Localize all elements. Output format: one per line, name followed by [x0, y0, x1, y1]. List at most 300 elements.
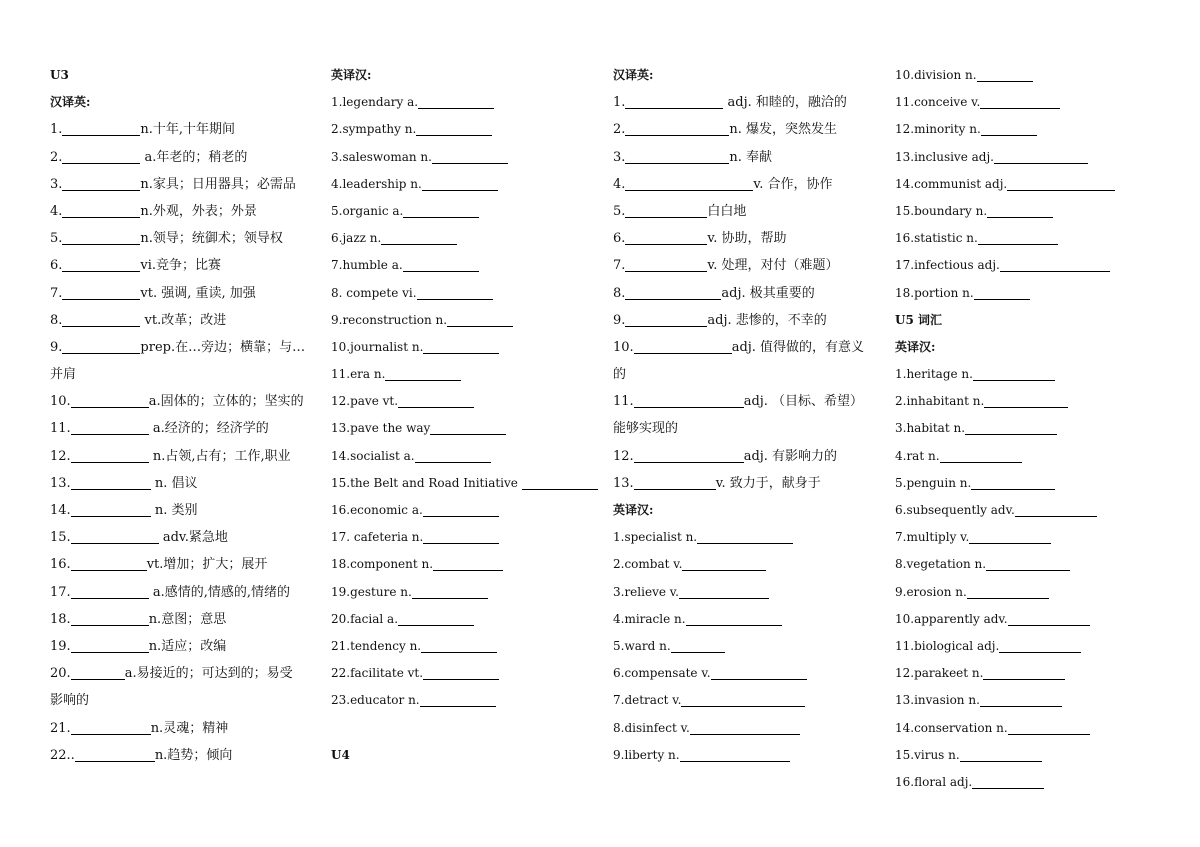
item-prompt: 的 [613, 367, 627, 383]
answer-blank[interactable] [71, 584, 149, 599]
vocab-item [895, 606, 1115, 633]
vocab-item [613, 334, 864, 361]
item-meaning: n. 类别 [150, 503, 198, 518]
item-prompt: 16.economic a. [331, 503, 423, 517]
item-prompt: 1.legendary a. [331, 95, 419, 110]
item-prompt: 9.erosion n. [895, 584, 967, 599]
item-meaning: n.占领,占有；工作,职业 [148, 448, 291, 464]
vocab-item [331, 443, 598, 470]
answer-blank[interactable] [634, 448, 744, 463]
answer-blank[interactable] [62, 230, 140, 245]
answer-blank[interactable] [416, 121, 492, 136]
unit-5-title: U5 词汇 [895, 312, 942, 327]
answer-blank[interactable] [681, 692, 805, 707]
item-meaning: a.固体的；立体的；坚实的 [148, 394, 304, 410]
answer-blank[interactable] [980, 692, 1062, 707]
item-prompt: 17.infectious adj. [895, 258, 1000, 273]
answer-blank[interactable] [625, 203, 707, 218]
answer-blank[interactable] [634, 339, 732, 354]
item-prompt: 5.ward n. [613, 638, 671, 653]
spacer [331, 715, 598, 742]
answer-blank[interactable] [415, 448, 491, 463]
vocab-item [331, 470, 598, 497]
vocab-item [895, 443, 1115, 470]
item-prompt: 能够实现的 [613, 421, 679, 437]
item-prompt: 12.minority n. [895, 122, 981, 137]
item-prompt: 11. [50, 421, 71, 437]
vocab-item [331, 89, 598, 116]
vocab-item [895, 497, 1115, 524]
answer-blank[interactable] [420, 692, 496, 707]
item-prompt: 15.boundary n. [895, 203, 988, 218]
vocab-item [895, 742, 1115, 769]
item-meaning: vt.改革；改进 [140, 312, 227, 328]
answer-blank[interactable] [71, 720, 151, 735]
vocab-item [895, 551, 1115, 578]
item-meaning: n.外观，外表；外景 [140, 203, 257, 219]
answer-blank[interactable] [986, 556, 1070, 571]
answer-blank[interactable] [385, 366, 461, 381]
item-prompt: 1. [613, 95, 626, 111]
vocab-item [613, 89, 864, 116]
answer-blank[interactable] [447, 312, 513, 327]
item-prompt: 7. [50, 285, 63, 301]
vocab-item [50, 470, 305, 497]
item-prompt: 9. [50, 339, 63, 355]
answer-blank[interactable] [994, 149, 1088, 164]
answer-blank[interactable] [62, 149, 140, 164]
vocab-item [331, 606, 598, 633]
answer-blank[interactable] [423, 665, 499, 680]
item-prompt: 14.communist adj. [895, 176, 1008, 191]
answer-blank[interactable] [971, 475, 1055, 490]
item-prompt: 6.jazz n. [331, 231, 382, 246]
answer-blank[interactable] [671, 638, 725, 653]
item-prompt: 16.statistic n. [895, 231, 978, 246]
answer-blank[interactable] [71, 393, 149, 408]
vocab-item [895, 388, 1115, 415]
vocab-item [331, 415, 598, 442]
item-prompt: 11.conceive v. [895, 95, 981, 110]
answer-blank[interactable] [62, 203, 140, 218]
item-prompt: 8. compete vi. [331, 285, 417, 300]
answer-blank[interactable] [697, 529, 793, 544]
item-prompt: 22.facilitate vt. [331, 666, 424, 681]
section-title-english-to-chinese: 英译汉: [613, 503, 654, 517]
answer-blank[interactable] [980, 94, 1060, 109]
item-prompt: 7.humble a. [331, 258, 403, 273]
vocab-item [613, 198, 864, 225]
answer-blank[interactable] [965, 420, 1057, 435]
item-prompt: 17. cafeteria n. [331, 530, 424, 545]
vocab-item [50, 687, 305, 714]
item-prompt: 20. [50, 666, 71, 682]
vocab-item [331, 252, 598, 279]
vocab-item [50, 497, 305, 524]
item-meaning: vi.竞争；比赛 [140, 258, 222, 274]
vocab-item [613, 388, 864, 415]
item-list [50, 116, 305, 769]
item-prompt: 14.socialist a. [331, 448, 415, 463]
answer-blank[interactable] [686, 611, 782, 626]
item-meaning: n.家具；日用器具；必需品 [140, 176, 296, 192]
item-prompt: 并肩 [50, 367, 77, 383]
vocab-item [331, 198, 598, 225]
item-meaning: n. 爆发，突然发生 [729, 122, 838, 138]
section-title-english-to-chinese: 英译汉: [895, 339, 936, 354]
item-prompt: 12.parakeet n. [895, 666, 984, 681]
vocab-item [50, 742, 305, 769]
item-prompt: 17. [50, 584, 71, 600]
unit-3-title: U3 [50, 68, 69, 82]
answer-blank[interactable] [71, 475, 151, 490]
answer-blank[interactable] [625, 312, 707, 327]
item-prompt: 1.heritage n. [895, 367, 973, 382]
item-prompt: 18. [50, 611, 71, 627]
item-prompt: 14. [50, 503, 71, 518]
item-meaning: n.领导；统御术；领导权 [140, 231, 283, 247]
item-prompt: 10. [50, 394, 71, 410]
answer-blank[interactable] [969, 529, 1051, 544]
item-prompt: 8.vegetation n. [895, 557, 987, 572]
vocab-item [50, 388, 305, 415]
item-meaning: n. 奉献 [729, 149, 773, 165]
item-prompt: 18.component n. [331, 557, 434, 572]
item-prompt: 4.miracle n. [613, 611, 686, 626]
item-prompt: 5. [613, 203, 626, 219]
vocab-item [895, 89, 1115, 116]
item-prompt: 8.disinfect v. [613, 720, 690, 735]
item-prompt: 2. [613, 122, 626, 138]
vocab-item [613, 116, 864, 143]
section-title-chinese-to-english: 汉译英: [50, 95, 91, 110]
answer-blank[interactable] [398, 393, 474, 408]
answer-blank[interactable] [412, 584, 488, 599]
answer-blank[interactable] [417, 285, 493, 300]
item-meaning: adj. 极其重要的 [721, 285, 815, 301]
vocab-item [331, 687, 598, 714]
item-meaning: adv.紧急地 [158, 530, 228, 546]
item-meaning: prep.在…旁边；横靠；与… [140, 339, 306, 355]
item-list [331, 89, 598, 714]
answer-blank[interactable] [972, 774, 1044, 789]
item-prompt: 20.facial a. [331, 611, 399, 626]
item-prompt: 15.the Belt and Road Initiative [331, 475, 522, 490]
item-prompt: 12. [613, 448, 634, 464]
answer-blank[interactable] [625, 285, 721, 300]
vocab-item [50, 551, 305, 578]
vocab-item [50, 660, 305, 687]
vocab-item [895, 715, 1115, 742]
vocab-item [331, 171, 598, 198]
answer-blank[interactable] [682, 556, 766, 571]
answer-blank[interactable] [690, 720, 800, 735]
vocab-item [331, 334, 598, 361]
vocab-item [331, 660, 598, 687]
answer-blank[interactable] [418, 94, 494, 109]
vocab-item [331, 280, 598, 307]
vocab-item [331, 497, 598, 524]
answer-blank[interactable] [625, 257, 707, 272]
vocab-item [895, 470, 1115, 497]
answer-blank[interactable] [421, 638, 497, 653]
vocab-item [895, 660, 1115, 687]
vocab-item [895, 116, 1115, 143]
vocab-item [50, 334, 305, 361]
item-prompt: 4. [613, 176, 626, 192]
vocab-item [895, 633, 1115, 660]
item-prompt: 2.inhabitant n. [895, 394, 985, 409]
vocab-item [331, 388, 598, 415]
item-prompt: 13.pave the way [331, 421, 431, 436]
answer-blank[interactable] [71, 611, 149, 626]
vocab-item [50, 443, 305, 470]
vocab-item [613, 606, 864, 633]
vocab-item [613, 687, 864, 714]
item-prompt: 12.pave vt. [331, 394, 399, 409]
vocab-item [613, 361, 864, 388]
item-meaning: v. 合作，协作 [753, 176, 833, 192]
answer-blank[interactable] [977, 67, 1033, 82]
item-prompt: 19. [50, 638, 71, 654]
vocab-item [50, 606, 305, 633]
vocab-item [895, 280, 1115, 307]
vocab-item [613, 742, 864, 769]
unit-4-title: U4 [331, 747, 350, 762]
item-prompt: 2.sympathy n. [331, 122, 417, 137]
column-4 [895, 62, 1115, 796]
answer-blank[interactable] [978, 230, 1058, 245]
vocab-item [613, 252, 864, 279]
item-prompt: 2.combat v. [613, 557, 683, 572]
vocab-item [613, 579, 864, 606]
vocab-item [895, 62, 1115, 89]
vocab-item [331, 307, 598, 334]
answer-blank[interactable] [987, 203, 1053, 218]
item-prompt: 23.educator n. [331, 693, 420, 708]
section-title-english-to-chinese: 英译汉: [331, 68, 372, 82]
vocab-item [895, 769, 1115, 796]
vocab-item [50, 415, 305, 442]
item-meaning: a.感情的,情感的,情绪的 [148, 584, 290, 600]
item-meaning: n.灵魂；精神 [150, 720, 229, 736]
item-prompt: 4.leadership n. [331, 176, 422, 191]
answer-blank[interactable] [680, 747, 790, 762]
item-list [613, 524, 864, 769]
vocab-item [895, 361, 1115, 388]
answer-blank[interactable] [62, 312, 140, 327]
answer-blank[interactable] [423, 339, 499, 354]
item-prompt: 10.division n. [895, 68, 977, 82]
answer-blank[interactable] [71, 665, 125, 680]
answer-blank[interactable] [625, 230, 707, 245]
vocab-item [613, 715, 864, 742]
answer-blank[interactable] [984, 393, 1068, 408]
item-prompt: 5.penguin n. [895, 475, 972, 490]
answer-blank[interactable] [62, 121, 140, 136]
vocab-item [613, 660, 864, 687]
vocab-item [50, 144, 305, 171]
answer-blank[interactable] [423, 529, 499, 544]
answer-blank[interactable] [1000, 257, 1110, 272]
item-meaning: v. 处理，对付（难题） [707, 258, 839, 274]
item-prompt: 18.portion n. [895, 285, 974, 300]
item-prompt: 3. [50, 176, 63, 192]
column-2 [331, 62, 598, 769]
item-prompt: 7.detract v. [613, 693, 682, 708]
answer-blank[interactable] [71, 529, 159, 544]
item-prompt: 10.journalist n. [331, 339, 424, 354]
vocab-item [50, 198, 305, 225]
item-prompt: 6.compensate v. [613, 666, 711, 681]
answer-blank[interactable] [430, 420, 506, 435]
item-prompt: 9.reconstruction n. [331, 312, 448, 327]
item-prompt: 9. [613, 312, 626, 328]
answer-blank[interactable] [71, 420, 149, 435]
answer-blank[interactable] [71, 502, 151, 517]
answer-blank[interactable] [1008, 611, 1090, 626]
item-meaning: n.适应；改编 [148, 638, 227, 654]
answer-blank[interactable] [940, 448, 1022, 463]
item-prompt: 2. [50, 149, 63, 165]
item-prompt: 21. [50, 720, 71, 736]
vocab-item [613, 171, 864, 198]
answer-blank[interactable] [522, 475, 598, 490]
answer-blank[interactable] [1007, 176, 1115, 191]
item-meaning: adj. 有影响力的 [743, 448, 838, 464]
answer-blank[interactable] [625, 121, 729, 136]
item-prompt: 8. [613, 285, 626, 301]
item-list [895, 361, 1115, 796]
item-prompt: 10. [613, 339, 634, 355]
answer-blank[interactable] [679, 584, 769, 599]
item-prompt: 3.saleswoman n. [331, 149, 432, 164]
item-meaning: n.意图；意思 [148, 611, 227, 627]
answer-blank[interactable] [1015, 502, 1097, 517]
vocab-item [50, 171, 305, 198]
answer-blank[interactable] [62, 257, 140, 272]
vocab-item [895, 225, 1115, 252]
answer-blank[interactable] [634, 393, 744, 408]
answer-blank[interactable] [403, 257, 479, 272]
answer-blank[interactable] [625, 176, 753, 191]
column-1 [50, 62, 305, 769]
vocab-item [50, 579, 305, 606]
section-title-chinese-to-english: 汉译英: [613, 68, 654, 82]
answer-blank[interactable] [433, 556, 503, 571]
item-prompt: 影响的 [50, 693, 90, 709]
answer-blank[interactable] [71, 556, 147, 571]
item-prompt: 6. [50, 258, 63, 274]
vocab-item [613, 307, 864, 334]
item-prompt: 13.inclusive adj. [895, 149, 994, 164]
answer-blank[interactable] [974, 285, 1030, 300]
item-meaning: n. 倡议 [150, 475, 198, 491]
answer-blank[interactable] [960, 747, 1042, 762]
vocab-item [331, 579, 598, 606]
answer-blank[interactable] [634, 475, 716, 490]
vocab-item [895, 524, 1115, 551]
vocab-item [613, 144, 864, 171]
answer-blank[interactable] [62, 339, 140, 354]
answer-blank[interactable] [75, 747, 155, 762]
answer-blank[interactable] [71, 638, 149, 653]
vocab-item [50, 524, 305, 551]
answer-blank[interactable] [983, 665, 1065, 680]
item-prompt: 16.floral adj. [895, 774, 973, 789]
vocab-item [613, 225, 864, 252]
item-prompt: 6. [613, 231, 626, 247]
item-prompt: 8. [50, 312, 63, 328]
vocab-item [895, 687, 1115, 714]
answer-blank[interactable] [967, 584, 1049, 599]
answer-blank[interactable] [71, 448, 149, 463]
item-meaning: vt. 强调, 重读, 加强 [140, 285, 256, 301]
item-prompt: 1. [50, 122, 63, 138]
vocab-item [331, 633, 598, 660]
item-prompt: 4.rat n. [895, 448, 940, 463]
item-prompt: 15. [50, 530, 71, 546]
item-prompt: 7.multiply v. [895, 530, 970, 545]
answer-blank[interactable] [625, 149, 729, 164]
item-meaning: n.趋势；倾向 [154, 747, 233, 763]
item-prompt: 14.conservation n. [895, 720, 1008, 735]
item-prompt: 16. [50, 557, 71, 573]
answer-blank[interactable] [403, 203, 479, 218]
item-prompt: 7. [613, 258, 626, 274]
item-prompt: 3.habitat n. [895, 421, 966, 436]
column-3 [613, 62, 864, 769]
answer-blank[interactable] [398, 611, 474, 626]
item-prompt: 11.era n. [331, 367, 386, 382]
item-prompt: 11. [613, 394, 634, 410]
vocab-item [613, 415, 864, 442]
answer-blank[interactable] [973, 366, 1055, 381]
vocab-item [331, 551, 598, 578]
item-prompt: 1.specialist n. [613, 530, 698, 545]
answer-blank[interactable] [423, 502, 499, 517]
answer-blank[interactable] [422, 176, 498, 191]
answer-blank[interactable] [1008, 720, 1090, 735]
item-prompt: 4. [50, 203, 63, 219]
answer-blank[interactable] [711, 665, 807, 680]
vocab-item [331, 225, 598, 252]
answer-blank[interactable] [981, 121, 1037, 136]
answer-blank[interactable] [625, 94, 723, 109]
vocab-item [895, 198, 1115, 225]
vocab-item [613, 551, 864, 578]
item-meaning: v. 协助，帮助 [707, 231, 787, 247]
vocab-item [331, 524, 598, 551]
item-prompt: 22.. [50, 747, 75, 763]
answer-blank[interactable] [432, 149, 508, 164]
item-meaning: v. 致力于，献身于 [715, 475, 821, 491]
item-prompt: 5.organic a. [331, 203, 404, 218]
answer-blank[interactable] [62, 285, 140, 300]
answer-blank[interactable] [62, 176, 140, 191]
vocab-item [613, 280, 864, 307]
answer-blank[interactable] [999, 638, 1081, 653]
vocab-item [50, 225, 305, 252]
item-prompt: 10.apparently adv. [895, 611, 1008, 626]
answer-blank[interactable] [381, 230, 457, 245]
vocab-item [50, 633, 305, 660]
vocab-item [50, 307, 305, 334]
item-meaning: a.经济的；经济学的 [148, 421, 269, 437]
item-prompt: 19.gesture n. [331, 584, 412, 599]
vocab-item [50, 280, 305, 307]
item-prompt: 13. [50, 475, 71, 491]
